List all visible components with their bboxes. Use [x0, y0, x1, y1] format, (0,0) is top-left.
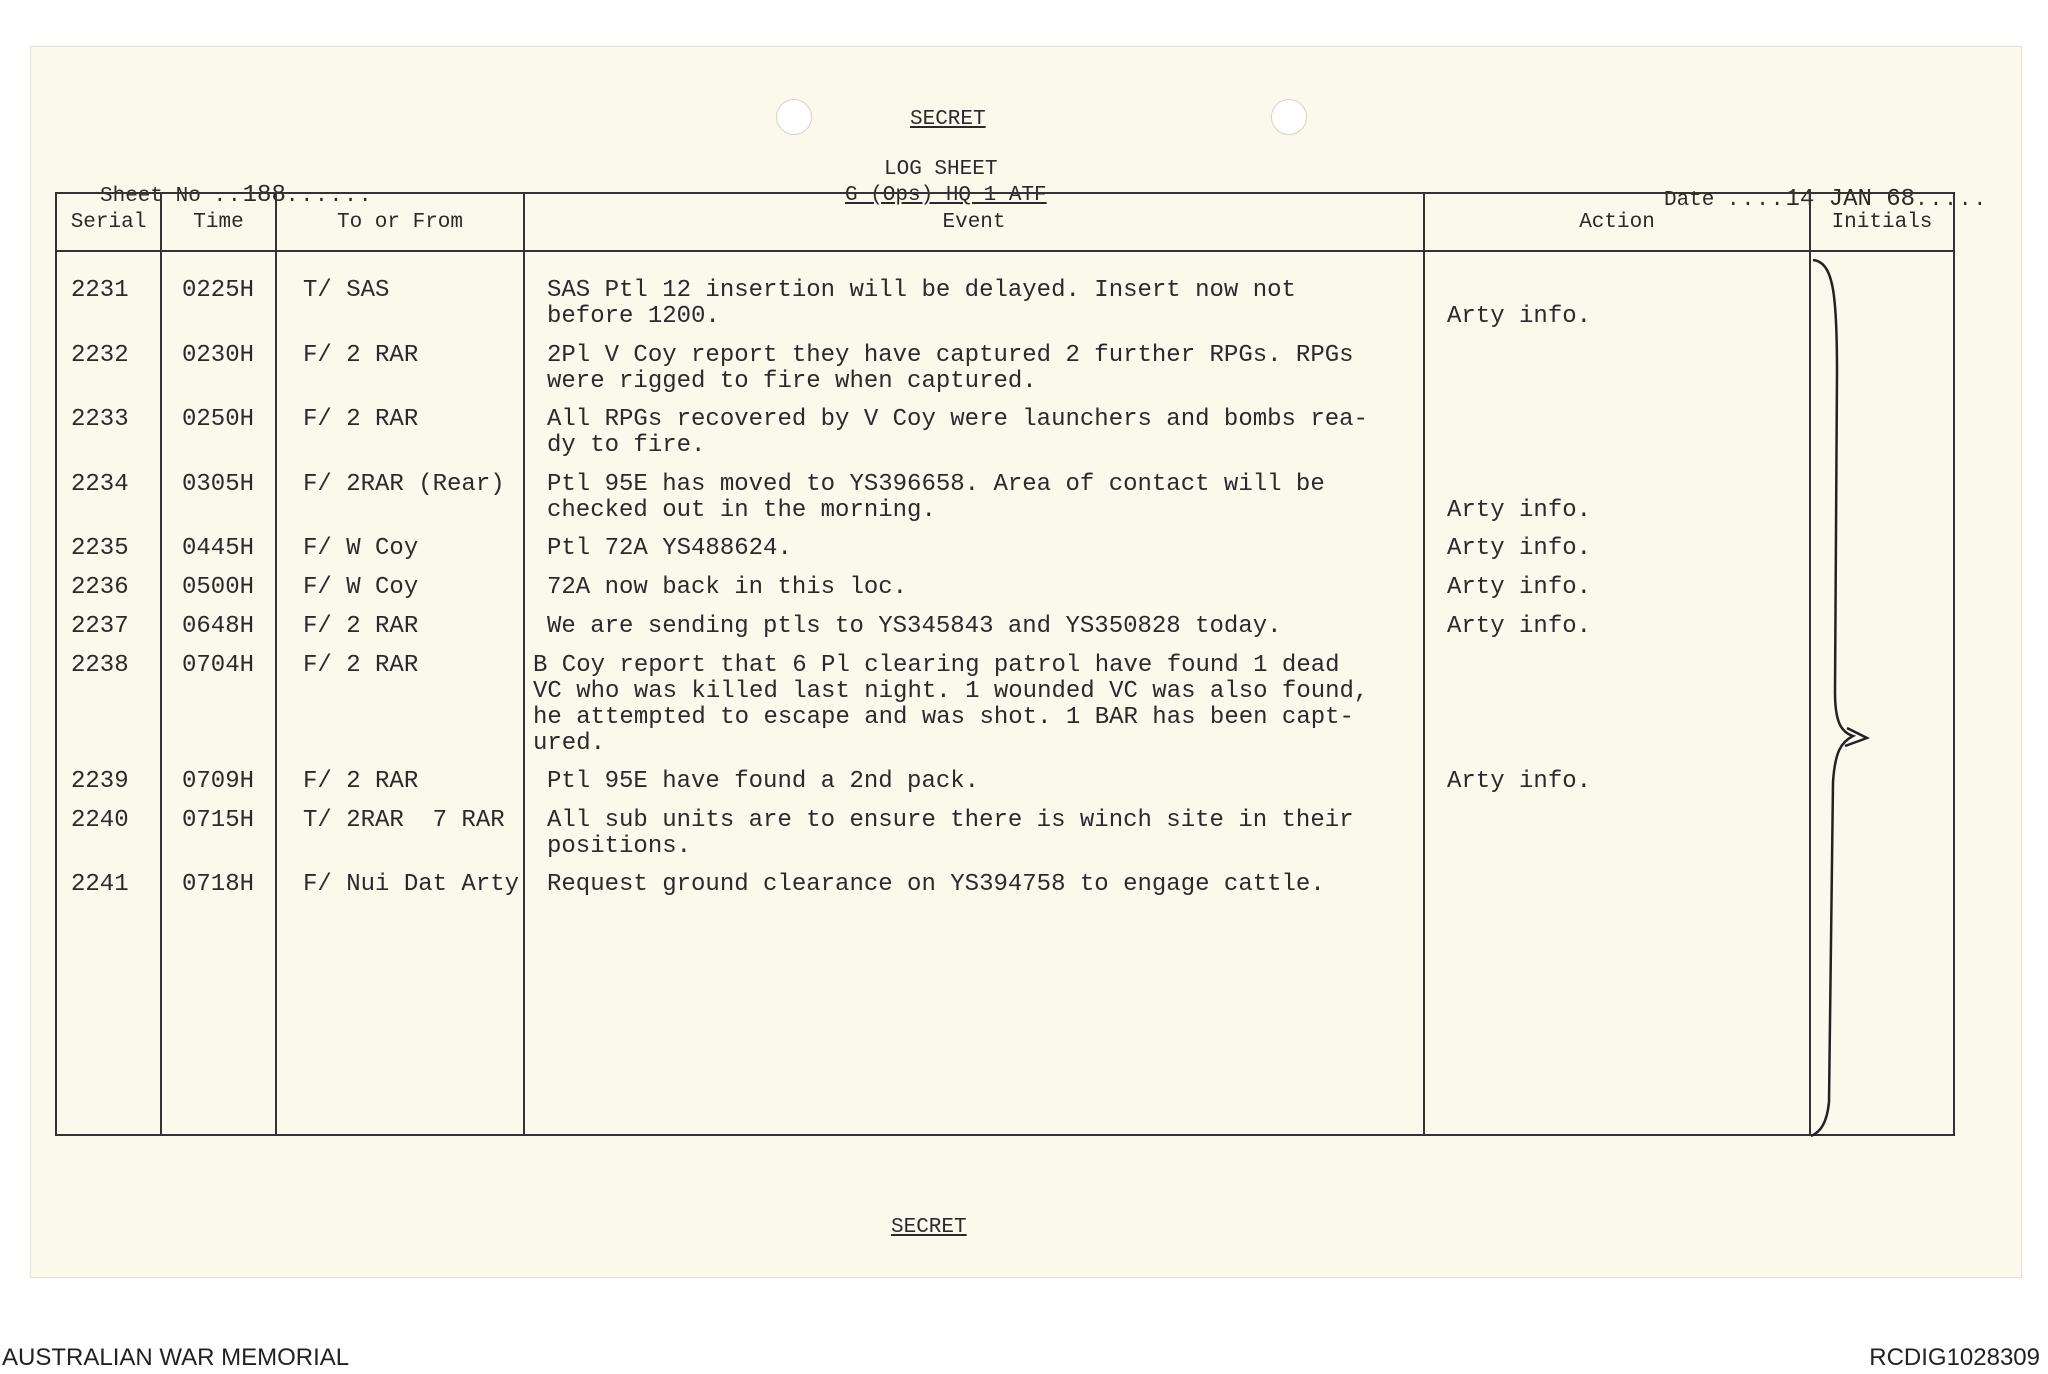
row-to-from: F/ 2 RAR: [303, 768, 419, 795]
row-to-from: F/ 2RAR (Rear): [303, 471, 505, 498]
initials-brace-mark: [1811, 252, 1901, 1142]
row-time: 0225H: [182, 277, 255, 304]
event-column: [524, 251, 1424, 1135]
date-field: Date ....14 JAN 68.....: [1664, 186, 1989, 213]
row-event-line: 72A now back in this loc.: [547, 574, 908, 601]
column-header-event: Event: [524, 193, 1424, 251]
time-column: [161, 251, 276, 1135]
row-serial: 2234: [71, 471, 129, 498]
row-event-line: ured.: [533, 730, 606, 757]
column-header-serial: Serial: [56, 193, 161, 251]
row-action: Arty info.: [1447, 574, 1592, 601]
row-serial: 2238: [71, 652, 129, 679]
row-to-from: T/ 2RAR 7 RAR: [303, 807, 505, 834]
row-to-from: F/ 2 RAR: [303, 342, 419, 369]
date-label: Date: [1664, 189, 1715, 212]
row-event-line: positions.: [547, 833, 692, 860]
row-time: 0230H: [182, 342, 255, 369]
column-header-to-or-from: To or From: [276, 193, 524, 251]
row-event-line: he attempted to escape and was shot. 1 BAR has been capt-: [533, 704, 1354, 731]
row-event-line: dy to fire.: [547, 432, 706, 459]
row-event-line: VC who was killed last night. 1 wounded VC was also found,: [533, 678, 1369, 705]
row-event-line: All sub units are to ensure there is winch site in their: [547, 807, 1354, 834]
row-serial: 2233: [71, 406, 129, 433]
initials-column: [1810, 251, 1954, 1135]
column-header-initials: Initials: [1810, 193, 1954, 251]
row-event-line: Ptl 95E have found a 2nd pack.: [547, 768, 980, 795]
sheet-number: 188: [242, 182, 286, 209]
to-from-column: [276, 251, 524, 1135]
row-time: 0715H: [182, 807, 255, 834]
row-serial: 2232: [71, 342, 129, 369]
row-event-line: B Coy report that 6 Pl clearing patrol have found 1 dead: [533, 652, 1340, 679]
row-action: Arty info.: [1447, 535, 1592, 562]
action-column: [1424, 251, 1810, 1135]
row-time: 0718H: [182, 871, 255, 898]
row-to-from: F/ 2 RAR: [303, 613, 419, 640]
archive-reference: RCDIG1028309: [1869, 1344, 2040, 1371]
row-event-line: Request ground clearance on YS394758 to engage cattle.: [547, 871, 1325, 898]
row-event-line: Ptl 72A YS488624.: [547, 535, 792, 562]
row-event-line: All RPGs recovered by V Coy were launchers and bombs rea-: [547, 406, 1368, 433]
sheet-label: Sheet No: [100, 185, 201, 208]
row-time: 0250H: [182, 406, 255, 433]
classification-bottom: SECRET: [891, 1216, 967, 1239]
row-to-from: F/ Nui Dat Arty: [303, 871, 520, 898]
row-event-line: checked out in the morning.: [547, 497, 936, 524]
date-value: 14 JAN 68: [1785, 186, 1916, 213]
row-serial: 2237: [71, 613, 129, 640]
classification-top: SECRET: [910, 108, 986, 131]
row-event-line: were rigged to fire when captured.: [547, 368, 1037, 395]
row-event-line: 2Pl V Coy report they have captured 2 further RPGs. RPGs: [547, 342, 1354, 369]
log-sheet-title: LOG SHEET: [884, 158, 998, 181]
row-to-from: T/ SAS: [303, 277, 390, 304]
row-time: 0305H: [182, 471, 255, 498]
row-event-line: before 1200.: [547, 303, 720, 330]
row-serial: 2240: [71, 807, 129, 834]
row-time: 0648H: [182, 613, 255, 640]
row-action: Arty info.: [1447, 613, 1592, 640]
row-time: 0709H: [182, 768, 255, 795]
row-to-from: F/ W Coy: [303, 574, 419, 601]
row-to-from: F/ 2 RAR: [303, 406, 419, 433]
row-serial: 2235: [71, 535, 129, 562]
column-header-time: Time: [161, 193, 276, 251]
row-to-from: F/ 2 RAR: [303, 652, 419, 679]
archive-footer: [0, 1340, 2048, 1374]
log-table: [55, 192, 1955, 1136]
log-sheet-subtitle: G (Ops) HQ 1 ATF: [845, 184, 1047, 207]
serial-column: [56, 251, 161, 1135]
row-event-line: We are sending ptls to YS345843 and YS350828 today.: [547, 613, 1282, 640]
row-action: Arty info.: [1447, 497, 1592, 524]
archive-name: AUSTRALIAN WAR MEMORIAL: [2, 1344, 350, 1371]
table-header-row: [56, 193, 1954, 251]
punch-hole-right: [1271, 99, 1307, 135]
row-time: 0445H: [182, 535, 255, 562]
row-serial: 2239: [71, 768, 129, 795]
table-body: [56, 251, 1954, 1135]
row-serial: 2241: [71, 871, 129, 898]
row-to-from: F/ W Coy: [303, 535, 419, 562]
row-action: Arty info.: [1447, 303, 1592, 330]
row-serial: 2236: [71, 574, 129, 601]
row-time: 0704H: [182, 652, 255, 679]
sheet-number-field: Sheet No ..188......: [100, 182, 374, 209]
column-header-action: Action: [1424, 193, 1810, 251]
row-event-line: SAS Ptl 12 insertion will be delayed. Insert now not: [547, 277, 1296, 304]
row-serial: 2231: [71, 277, 129, 304]
punch-hole-left: [776, 99, 812, 135]
row-event-line: Ptl 95E has moved to YS396658. Area of contact will be: [547, 471, 1325, 498]
row-time: 0500H: [182, 574, 255, 601]
row-action: Arty info.: [1447, 768, 1592, 795]
